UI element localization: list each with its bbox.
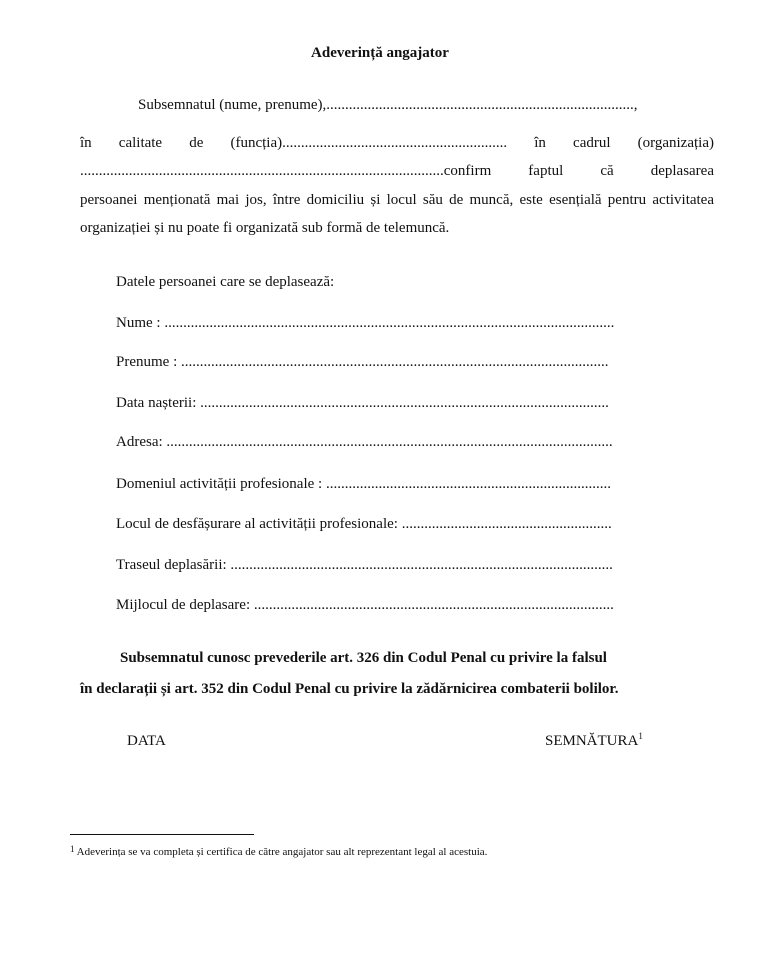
signature-label-text: SEMNĂTURA	[545, 733, 639, 749]
date-label: DATA	[127, 733, 166, 749]
field-data-nasterii: Data nașterii: .............................................................................................................	[116, 395, 609, 411]
field-traseul-deplasarii: Traseul deplasării: ......................................................................................................	[116, 557, 613, 573]
intro-line-1: Subsemnatul (nume, prenume),..................................................................................,	[138, 97, 638, 113]
intro-line-2: în calitate de (funcția)............................................................ în cadrul (organizația)	[80, 135, 714, 151]
declaration-line-2: în declarații și art. 352 din Codul Penal cu privire la zădărnicirea combaterii bolilor.	[80, 681, 619, 697]
intro-line-4: persoanei menționată mai jos, între domiciliu și locul său de muncă, este esențială pentru activitatea	[80, 192, 714, 208]
declaration-line-1: Subsemnatul cunosc prevederile art. 326 din Codul Penal cu privire la falsul	[120, 650, 607, 666]
field-domeniul-activitatii: Domeniul activității profesionale : ............................................................................	[116, 476, 611, 492]
field-locul-desfasurare: Locul de desfășurare al activității profesionale: ........................................................	[116, 516, 612, 532]
field-mijlocul-deplasare: Mijlocul de deplasare: ................................................................................................	[116, 597, 614, 613]
person-data-header: Datele persoanei care se deplasează:	[116, 274, 335, 290]
field-nume: Nume : ........................................................................................................................	[116, 315, 615, 331]
field-adresa: Adresa: .......................................................................................................................	[116, 434, 613, 450]
field-prenume: Prenume : ..................................................................................................................	[116, 354, 609, 370]
signature-label	[545, 733, 643, 750]
document-title: Adeverință angajator	[311, 45, 449, 61]
signature-footnote-ref: 1	[638, 731, 643, 741]
intro-line-3: .................................................................................................confirm faptul că deplasarea	[80, 163, 714, 179]
footnote	[70, 846, 487, 858]
footnote-divider	[70, 834, 254, 835]
footnote-marker: 1	[70, 844, 75, 854]
footnote-text: Adeverința se va completa și certifica de către angajator sau alt reprezentant legal al acestuia.	[76, 846, 488, 858]
intro-line-5: organizației și nu poate fi organizată sub formă de telemuncă.	[80, 220, 450, 236]
